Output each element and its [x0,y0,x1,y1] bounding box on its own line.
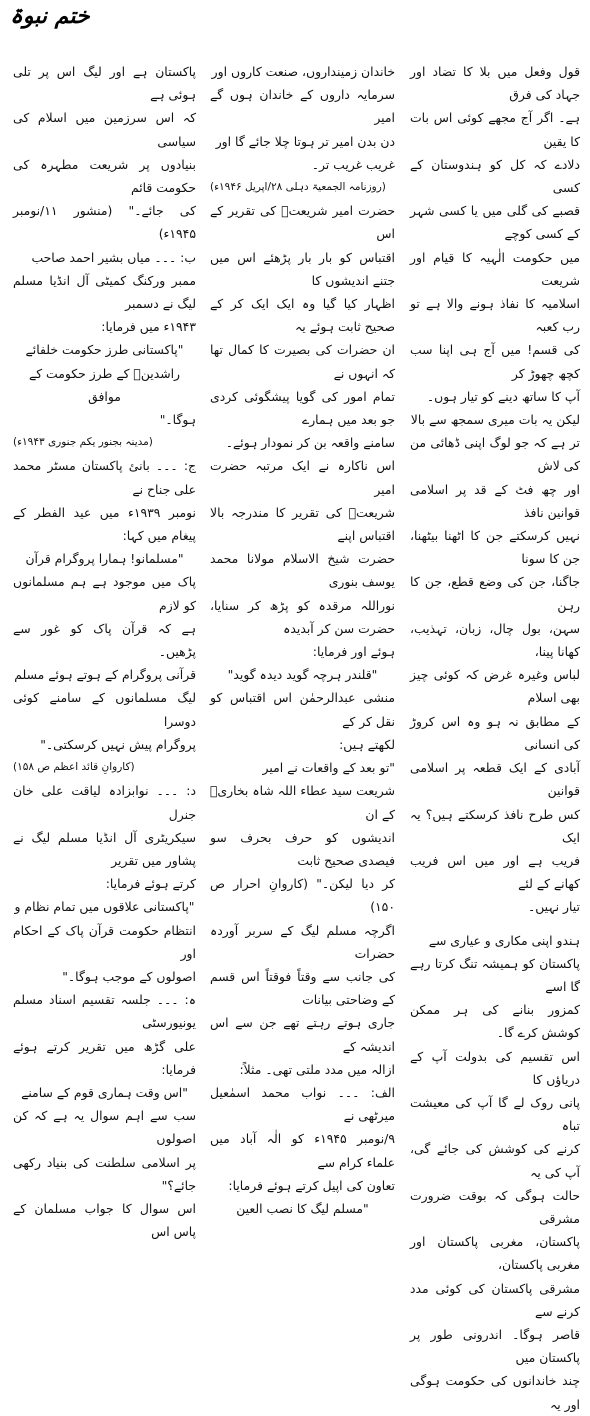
text-line: منشی عبدالرحمٰن اس اقتباس کو نقل کر کے [210,690,395,729]
text-line: دلادے کہ کل کو ہندوستان کے کسی [410,156,580,196]
text-line: میں حکومت الٰہیہ کا قیام اور شریعت [410,249,580,288]
text-line: اقتباس کو بار بار پڑھئے اس میں جتنے اندیشوں کا [210,249,395,288]
text-line: کس طرح نافذ کرسکتے ہیں؟ یہ ایک [410,806,580,845]
text-line: ہے۔ اگر آج مجھے کوئی اس بات کا یقین [410,110,580,149]
text-line: ۱۹۴۳ء میں فرمایا: [101,319,196,335]
text-line: حضرت امیر شریعتؒ کی تقریر کے اس [210,203,395,242]
text-line: کرنے کی کوشش کی جائے گی، آپ کی یہ [410,1141,580,1180]
text-line: آپ کا ساتھ دینے کو تیار ہوں۔ [426,388,580,404]
text-line: لکھتے ہیں: [339,736,395,752]
magazine-logo: ختم نبوۃ [10,4,90,29]
text-line: تیار نہیں۔ [527,899,580,915]
text-line: تمام امور کی گویا پیشگوئی کردی جو بعد میں ہمارے [210,388,395,428]
quote-line: ہوگا۔" [159,412,196,428]
text-line: ازالہ میں مدد ملتی تھی۔ مثلاً: [239,1061,395,1077]
text-line: اگرچہ مسلم لیگ کے سربر آوردہ حضرات [210,922,395,961]
text-line: قول وفعل میں بلا کا تضاد اور جہاد کی فرق [410,64,580,103]
text-line: کہ اس سرزمین میں اسلام کی سیاسی [13,110,196,149]
text-line: کرتے ہوئے فرمایا: [105,876,196,892]
text-line: اظہار کیا گیا وہ ایک ایک کر کے صحیح ثابت ہوئے یہ [210,296,395,335]
text-line: پاک میں موجود ہے ہم مسلمانوں کو لازم [13,574,196,613]
quote-line: "قلندر ہرچہ گوید دیدہ گوید" [227,667,378,683]
text-line: اس ناکارہ نے ایک مرتبہ حضرت امیر [210,458,395,497]
text-line: حالت ہوگی کہ بوقت ضرورت مشرقی [410,1187,580,1226]
text-line: بنیادوں پر شریعت مطہرہ کی حکومت قائم [13,156,196,196]
text-line: د: ۔۔۔ نوابزادہ لیاقت علی خان جنرل [13,783,196,822]
text-line: اس سوال کا جواب مسلمان کے پاس اس [13,1200,196,1240]
source-citation: (روزنامہ الجمعیۃ دہلی ۲۸/اپریل ۱۹۴۶ء) [210,181,386,194]
text-line: کے مطابق نہ ہو وہ اس کروڑ کی انسانی [410,713,580,752]
text-line: پروگرام پیش نہیں کرسکتی۔" [40,736,196,752]
text-line: ہوئے اور فرمایا: [312,644,395,660]
text-line: شریعت سید عطاء اللہ شاہ بخاریؒ کے ان [210,783,395,822]
text-line: سہن، بول چال، زبان، تہذیب، کھانا پینا، [410,620,580,660]
text-line: مشرقی پاکستان کی کوئی مدد کرنے سے [410,1280,580,1319]
text-line: تعاون کی اپیل کرتے ہوئے فرمایا: [228,1177,395,1193]
text-line: ممبر ورکنگ کمیٹی آل انڈیا مسلم لیگ نے دسمبر [13,272,196,312]
text-line: اندیشوں کو حرف بحرف سو فیصدی صحیح ثابت [210,829,395,868]
text-line: ب: ۔۔۔ میاں بشیر احمد صاحب [31,249,196,265]
text-line: دن بدن امیر تر ہوتا چلا جائے گا اور [215,133,395,149]
text-line: لباس وغیرہ غرض کہ کوئی چیز بھی اسلام [410,667,580,706]
text-line: پاکستان کو ہمیشہ تنگ کرتا رہے گا اسے [410,955,580,994]
column-right [410,60,580,1412]
text-line: علی گڑھ میں تقریر کرتے ہوئے فرمایا: [13,1038,196,1077]
text-line: کر دیا لیکن۔" (کاروانِ احرار ص ۱۵۰) [210,876,395,915]
text-line: قرآنی پروگرام کے ہوتے ہوئے مسلم [14,667,196,683]
source-citation: (مدینہ بجنور یکم جنوری ۱۹۴۳ء) [13,436,153,449]
text-line: لیکن یہ بات میری سمجھ سے بالا [410,412,580,428]
text-line: "تو بعد کے واقعات نے امیر [262,760,395,776]
text-line: اسلامیہ کا نفاذ ہونے والا ہے تو رب کعبہ [410,296,580,335]
text-line: سرمایہ داروں کے خاندان ہوں گے امیر [210,87,395,126]
text-line: سامنے واقعہ بن کر نمودار ہوئے۔ [225,435,395,451]
text-line: فریب ہے اور میں اس فریب کھانے کے لئے [410,852,580,892]
text-line: قصبے کی گلی میں یا کسی شہر کے کسی کوچے [410,203,580,242]
text-line: ۹/نومبر ۱۹۴۵ء کو الٰہ آباد میں علماء کرام سے [210,1131,395,1170]
text-line: ہ: ۔۔۔ جلسہ تقسیم اسناد مسلم یونیورسٹی [13,992,196,1031]
text-line: الف: ۔۔۔ نواب محمد اسمٰعیل میرٹھی نے [210,1084,395,1124]
text-line: پر اسلامی سلطنت کی بنیاد رکھی جائے؟" [13,1154,196,1193]
text-line: اصولوں کے موجب ہوگا۔" [62,968,196,984]
text-line: نوراللہ مرقدہ کو پڑھ کر سنایا، حضرت سن کر آبدیدہ [210,597,395,636]
text-line: آبادی کے ایک قطعہ پر اسلامی قوانین [410,760,580,799]
source-citation: (کاروانِ قائد اعظم ص ۱۵۸) [13,761,135,774]
text-line: پاکستان، مغربی پاکستان اور مغربی پاکستان، [410,1234,580,1273]
text-line: سب سے اہم سوال یہ ہے کہ کن اصولوں [13,1108,196,1147]
text-line: ج: ۔۔۔ بانئ پاکستان مسٹر محمد علی جناح نے [13,458,196,497]
text-line: جاگنا، جن کی وضع قطع، جن کا رہن [410,574,580,613]
text-line: نہیں کرسکتے جن کا اٹھنا بیٹھنا، جن کا سونا [410,528,580,567]
text-line: قاصر ہوگا۔ اندرونی طور پر پاکستان میں [410,1326,580,1366]
text-line: اور چھ فٹ کے قد پر اسلامی قوانین نافذ [410,481,580,520]
text-line: ہے کہ قرآن پاک کو غور سے پڑھیں۔ [13,620,196,660]
text-line: نومبر ۱۹۳۹ء میں عید الفطر کے پیغام میں کہا: [13,504,196,544]
text-line: ان حضرات کی بصیرت کا کمال تھا کہ انہوں نے [210,342,395,381]
text-line: حضرت شیخ الاسلام مولانا محمد یوسف بنوری [210,551,395,590]
text-line: کی قسم! میں آج ہی اپنا سب کچھ چھوڑ کر [410,342,580,381]
text-line: کی جائے۔" (منشور ۱۱/نومبر ۱۹۴۵ء) [13,203,196,242]
text-line: چند خاندانوں کی حکومت ہوگی اور یہ [410,1373,580,1412]
text-line: اس تقسیم کی بدولت آپ کے دریاؤں کا [410,1048,580,1087]
text-line: لیگ مسلمانوں کے سامنے کوئی دوسرا [13,690,196,729]
text-line: تر ہے کہ جو لوگ اپنی ڈھائی من کی لاش [410,435,580,474]
text-line: سیکریٹری آل انڈیا مسلم لیگ نے پشاور میں تقریر [13,829,196,868]
quote-line: راشدینؓ کے طرز حکومت کے موافق [28,365,181,404]
text-line: کی جانب سے وقتاً فوقتاً اس قسم کے وضاحتی بیانات [210,968,395,1008]
quote-line: "اس وقت ہماری قوم کے سامنے [21,1084,188,1100]
text-line: پاکستان ہے اور لیگ اس پر تلی ہوئی ہے [13,64,196,103]
text-line: پانی روک لے گا آپ کی معیشت تباہ [410,1094,580,1134]
quote-line: "مسلمانو! ہمارا پروگرام قرآن [25,551,184,567]
text-line: کمزور بنانے کی ہر ممکن کوشش کرے گا۔ [410,1002,580,1041]
column-left [13,60,196,1240]
text-line: شریعتؒ کی تقریر کا مندرجہ بالا اقتباس اپنے [210,504,395,544]
text-line: غریب غریب تر۔ [311,156,395,172]
quote-line: "پاکستانی علاقوں میں تمام نظام و [14,899,195,915]
text-line: جاری ہوتے رہتے تھے جن سے اس اندیشہ کے [210,1015,395,1054]
quote-line: "مسلم لیگ کا نصب العین [236,1200,369,1216]
text-line: ہندو اپنی مکاری و عیاری سے [428,932,580,948]
column-middle [210,60,395,1216]
quote-line: "پاکستانی طرز حکومت خلفائے [25,342,184,358]
text-line: انتظام حکومت قرآن پاک کے احکام اور [13,922,196,961]
text-line: خاندان زمینداروں، صنعت کاروں اور [211,64,395,79]
